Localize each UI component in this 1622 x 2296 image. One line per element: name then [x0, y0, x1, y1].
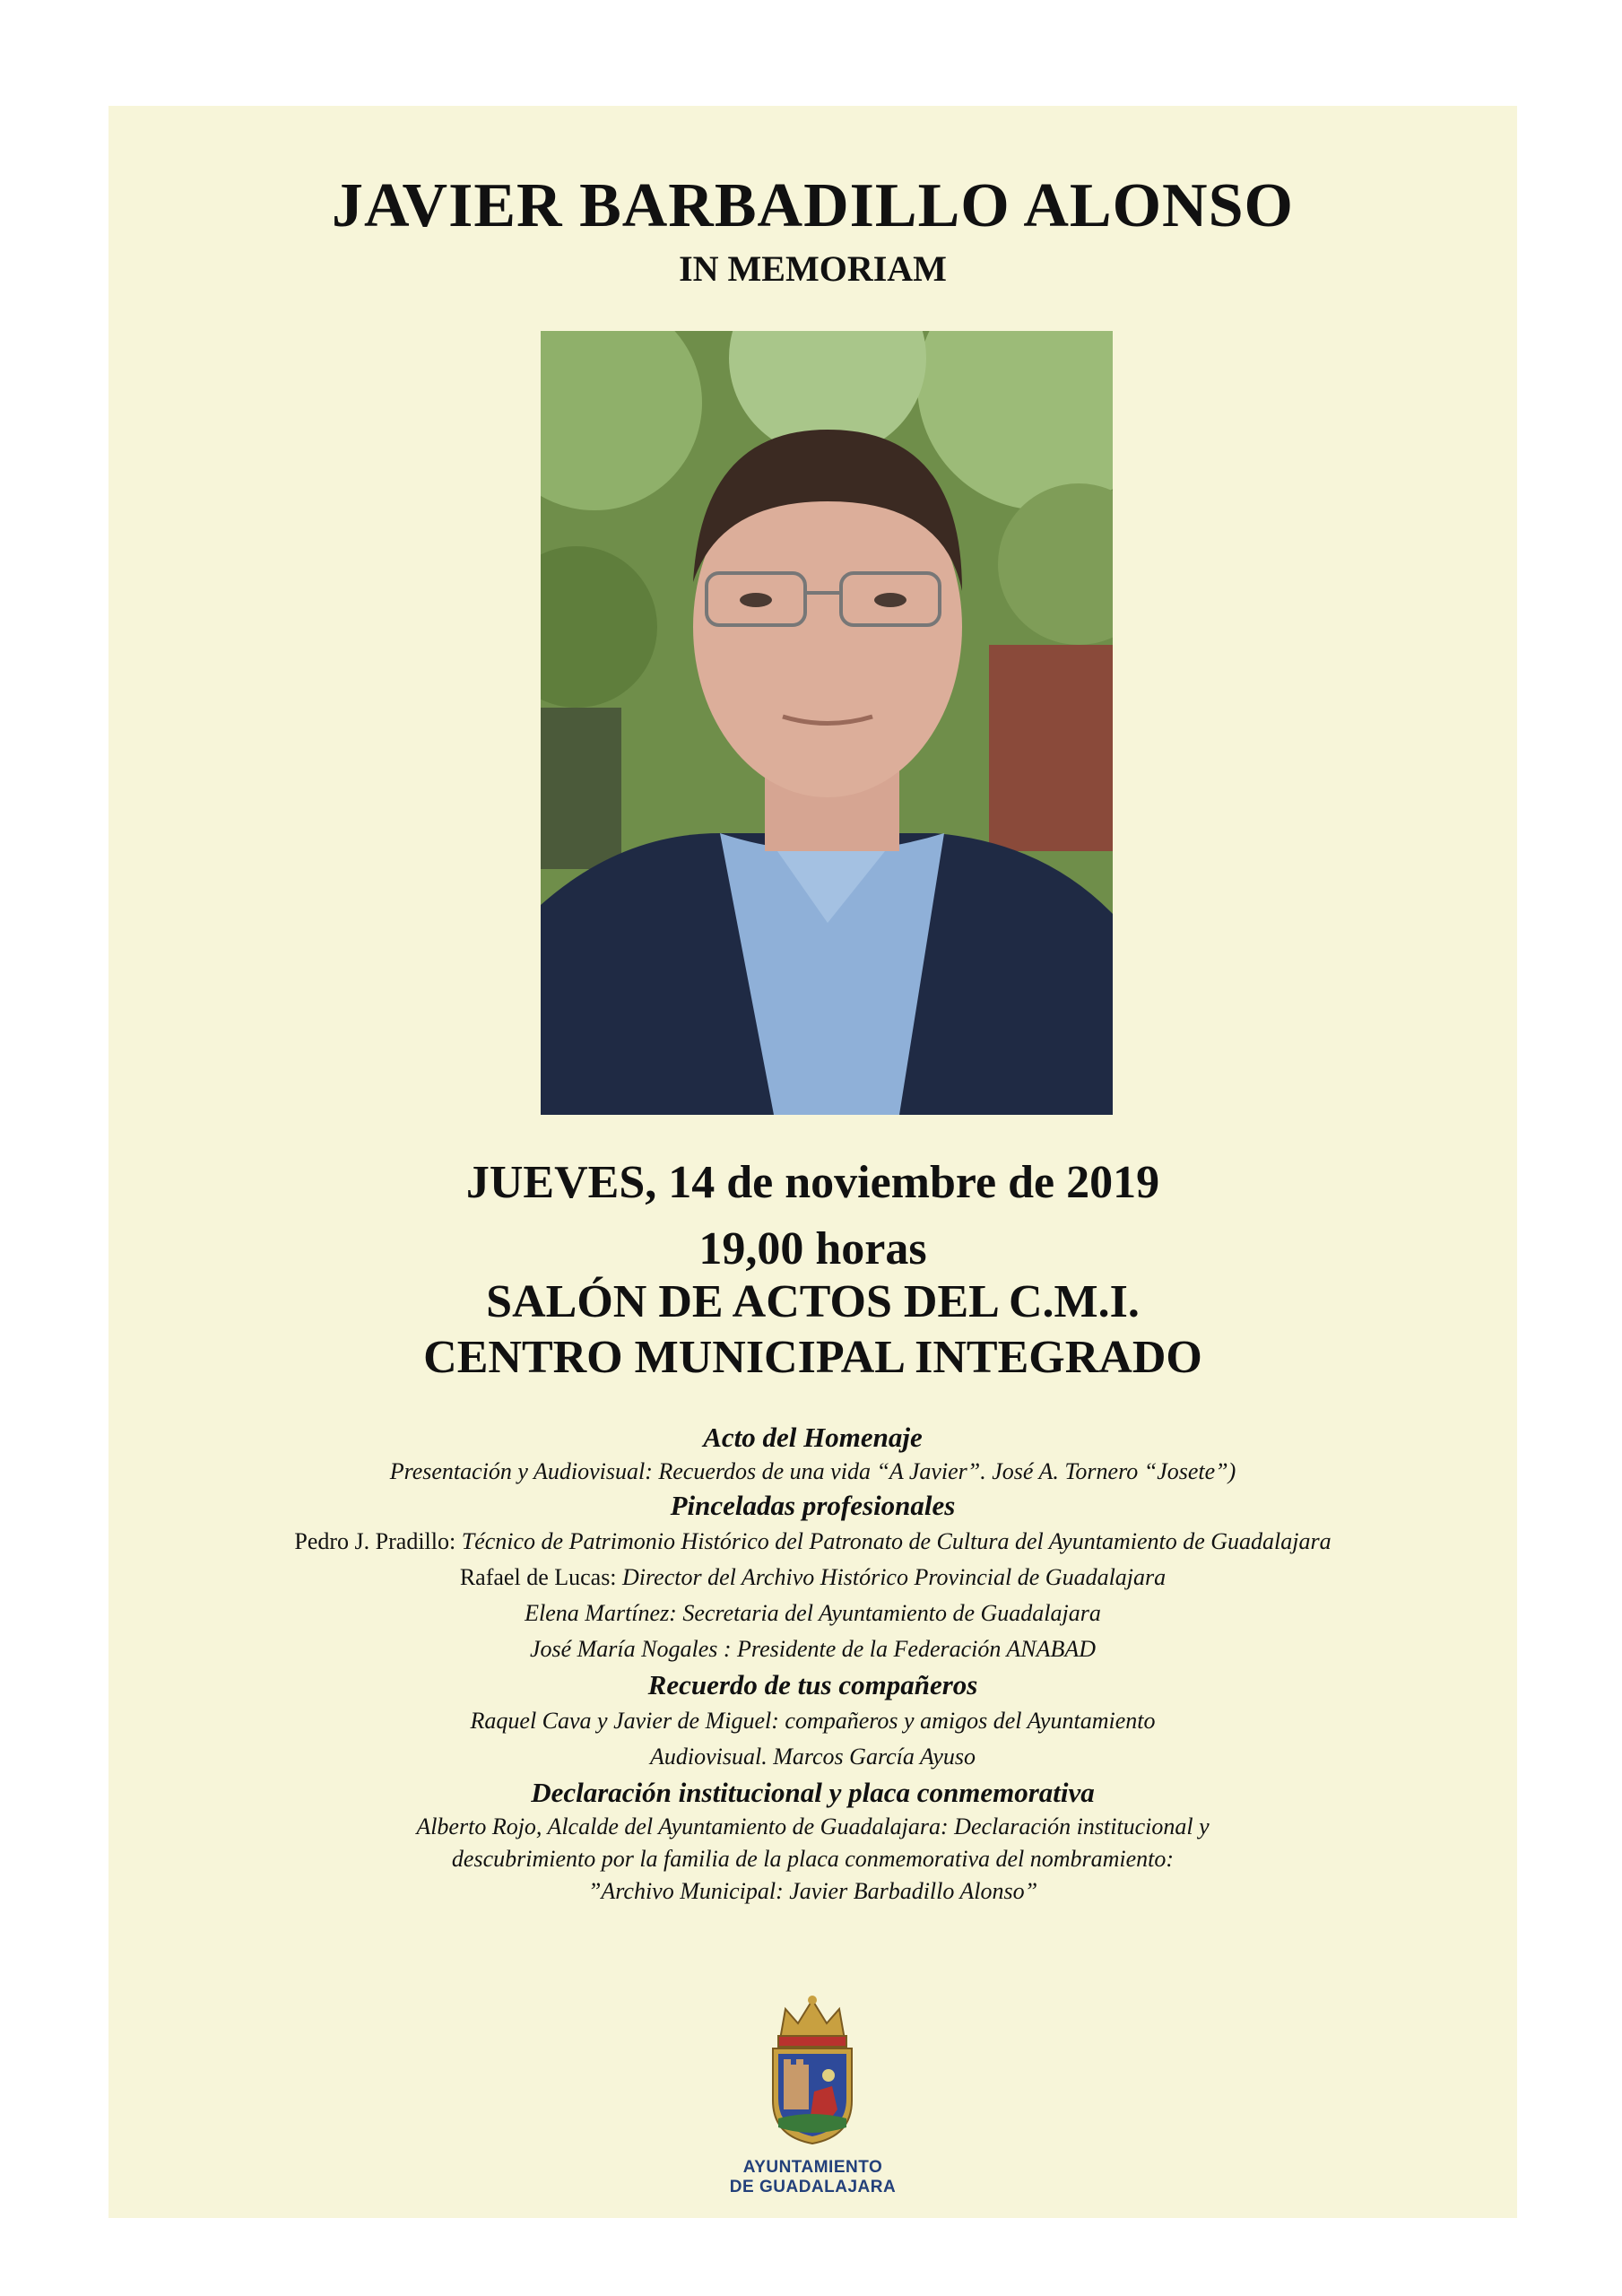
speaker-line [108, 1560, 1517, 1596]
speaker-text: Elena Martínez: Secretaria del Ayuntamiento de Guadalajara [525, 1600, 1101, 1626]
speaker-line [108, 1631, 1517, 1667]
speaker-line [108, 1524, 1517, 1560]
declaration-line [108, 1875, 1517, 1908]
program [108, 1420, 1517, 1908]
event-venue: SALÓN DE ACTOS DEL C.M.I. [486, 1276, 1140, 1327]
section-heading-homenaje: Acto del Homenaje [703, 1422, 923, 1453]
event-venue-full: CENTRO MUNICIPAL INTEGRADO [423, 1332, 1202, 1383]
speaker-line [108, 1596, 1517, 1631]
event-time: 19,00 horas [698, 1223, 927, 1274]
section-heading-pinceladas: Pinceladas profesionales [670, 1490, 956, 1521]
page-title: JAVIER BARBADILLO ALONSO [332, 171, 1294, 240]
logo-text-line2: DE GUADALAJARA [729, 2178, 897, 2196]
declaration-text: Alberto Rojo, Alcalde del Ayuntamiento de Guadalajara: Declaración institucional y [416, 1813, 1210, 1839]
page-subtitle: IN MEMORIAM [679, 248, 947, 289]
speaker-name: Pedro J. Pradillo: [294, 1528, 456, 1554]
declaration-line [108, 1811, 1517, 1843]
portrait-photo [541, 331, 1113, 1115]
poster [108, 106, 1517, 2218]
colleagues-text: Audiovisual. Marcos García Ayuso [649, 1744, 976, 1770]
declaration-text: ”Archivo Municipal: Javier Barbadillo Alonso” [587, 1878, 1038, 1904]
colleagues-line [108, 1739, 1517, 1775]
event-date: JUEVES, 14 de noviembre de 2019 [465, 1157, 1160, 1208]
declaration-line [108, 1843, 1517, 1875]
coat-of-arms-logo [760, 1993, 864, 2145]
colleagues-text: Raquel Cava y Javier de Miguel: compañeros y amigos del Ayuntamiento [470, 1708, 1156, 1734]
speaker-name: Rafael de Lucas: [459, 1564, 617, 1590]
speaker-role: Director del Archivo Histórico Provincial de Guadalajara [616, 1564, 1167, 1590]
colleagues-line [108, 1703, 1517, 1739]
section-heading-declaracion: Declaración institucional y placa conmemorativa [531, 1777, 1095, 1808]
section-heading-companeros: Recuerdo de tus compañeros [647, 1669, 978, 1700]
speaker-text: José María Nogales : Presidente de la Federación ANABAD [529, 1636, 1097, 1662]
declaration-text: descubrimiento por la familia de la placa conmemorativa del nombramiento: [451, 1846, 1175, 1872]
speaker-role: Técnico de Patrimonio Histórico del Patronato de Cultura del Ayuntamiento de Guadalajara [455, 1528, 1331, 1554]
program-line [108, 1456, 1517, 1488]
presentation-text: Presentación y Audiovisual: Recuerdos de una vida “A Javier”. José A. Tornero “Josete”) [389, 1458, 1236, 1484]
logo-text-line1: AYUNTAMIENTO [742, 2158, 883, 2177]
